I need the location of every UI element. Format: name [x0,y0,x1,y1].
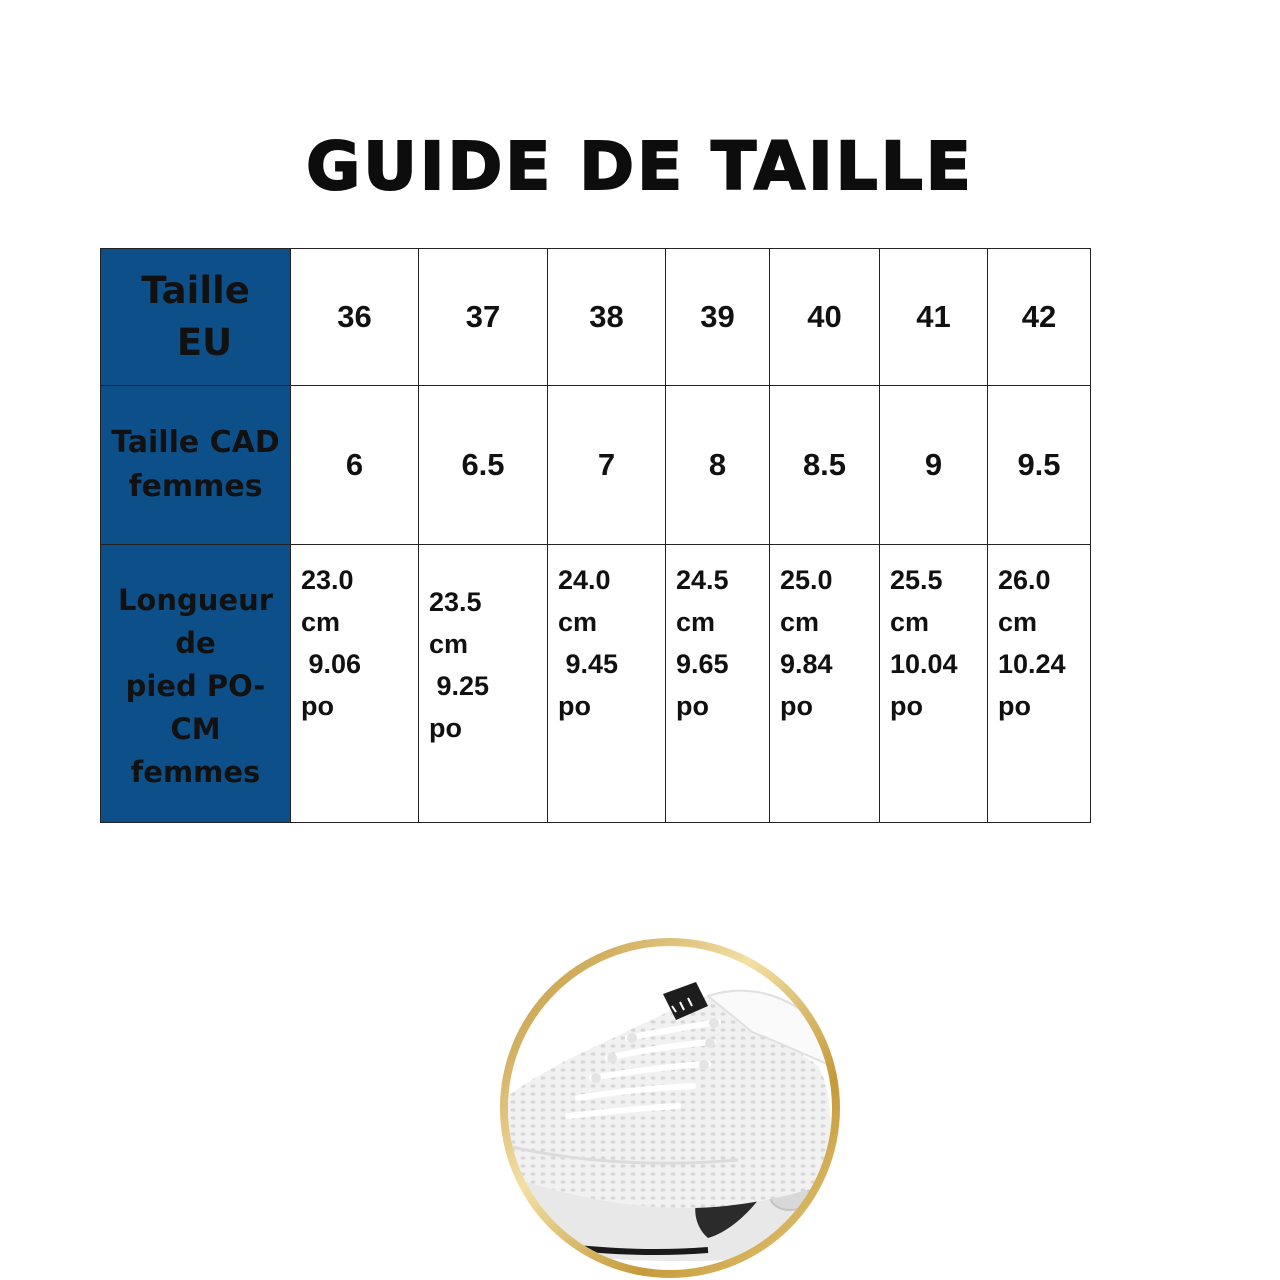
cad-size-cell: 9.5 [988,386,1091,545]
header-eu-line-1: Taille [141,269,250,312]
foot-length-cell: 24.0 cm 9.45 po [548,545,666,823]
cad-size-cell: 8 [666,386,770,545]
header-length-line-5: femmes [130,755,261,789]
eu-size-cell: 42 [988,249,1091,386]
foot-length-cell: 25.5 cm 10.04 po [880,545,988,823]
size-guide-table [100,248,1091,823]
row-cad-size [101,386,1091,545]
header-cad-line-1: Taille CAD [111,425,280,460]
eu-size-cell: 41 [880,249,988,386]
eu-size-cell: 36 [291,249,419,386]
white-sneaker-icon [508,946,832,1270]
eu-size-cell: 39 [666,249,770,386]
header-eu-line-2: EU [176,321,233,364]
foot-length-cell: 23.0 cm 9.06 po [291,545,419,823]
cad-size-cell: 7 [548,386,666,545]
product-image [508,946,832,1270]
foot-length-cell: 25.0 cm 9.84 po [770,545,880,823]
header-length-line-2: de [175,626,216,660]
header-foot-length [101,545,291,823]
foot-length-cell: 26.0 cm 10.24 po [988,545,1091,823]
foot-length-cell: 24.5 cm 9.65 po [666,545,770,823]
product-badge [500,938,840,1278]
header-length-line-1: Longueur [117,583,274,617]
cad-size-cell: 6 [291,386,419,545]
header-eu-size [101,249,291,386]
eu-size-cell: 37 [419,249,548,386]
cad-size-cell: 9 [880,386,988,545]
cad-size-cell: 8.5 [770,386,880,545]
eu-size-cell: 38 [548,249,666,386]
page-title: GUIDE DE TAILLE [306,128,974,205]
header-length-line-4: CM [170,712,221,746]
row-eu-size [101,249,1091,386]
row-foot-length [101,545,1091,823]
foot-length-cell: 23.5 cm 9.25 po [419,545,548,823]
header-cad-size [101,386,291,545]
cad-size-cell: 6.5 [419,386,548,545]
eu-size-cell: 40 [770,249,880,386]
header-length-line-3: pied PO- [125,669,266,703]
header-cad-line-2: femmes [128,469,263,504]
